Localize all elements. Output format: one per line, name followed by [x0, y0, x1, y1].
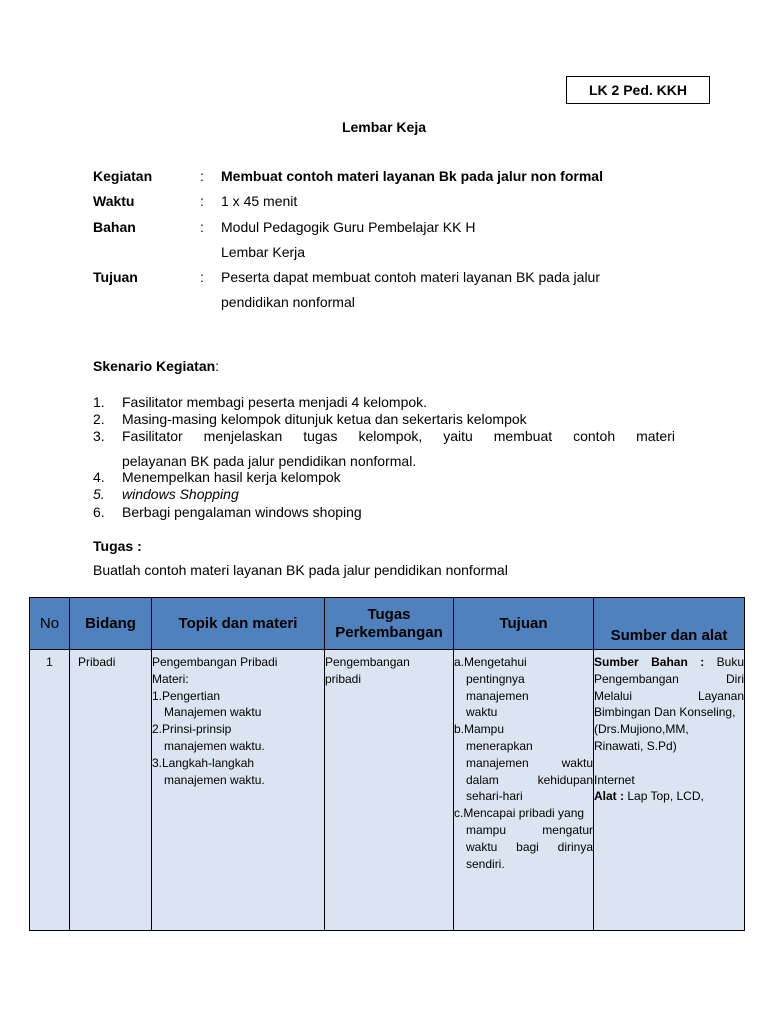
scenario-title: Skenario Kegiatan: [93, 358, 216, 374]
spacer: [594, 755, 744, 772]
tujuan-line: dalam kehidupan: [466, 772, 593, 787]
info-value: Modul Pedagogik Guru Pembelajar KK H: [221, 219, 476, 235]
task-heading: Tugas :: [93, 538, 142, 554]
sumber-line: Pengembangan Diri: [594, 671, 744, 686]
sumber-line: [594, 654, 744, 671]
topik-line: Materi:: [152, 671, 189, 686]
header-tujuan: Tujuan: [454, 598, 594, 650]
table-row: [30, 650, 745, 931]
list-item: [93, 504, 675, 522]
cell-tugas: [325, 650, 454, 931]
table-header-row: [30, 598, 745, 650]
list-item: [93, 486, 675, 504]
list-text: Masing-masing kelompok ditunjuk ketua dan sekertaris kelompok: [122, 411, 527, 427]
info-colon: :: [200, 219, 204, 235]
info-value: Peserta dapat membuat contoh materi layanan BK pada jalur: [221, 269, 601, 285]
list-text: Berbagi pengalaman windows shoping: [122, 504, 362, 520]
info-label: Bahan: [93, 219, 136, 235]
info-label: Tujuan: [93, 269, 138, 285]
topik-line: 1.Pengertian: [152, 688, 221, 703]
scenario-heading: [93, 358, 219, 374]
scenario-colon: :: [215, 358, 220, 374]
list-text: Fasilitator membagi peserta menjadi 4 kelompok.: [122, 394, 428, 410]
sumber-alat-text: Lap Top, LCD,: [627, 789, 704, 804]
sumber-line: Melalui Layanan: [594, 688, 744, 703]
sumber-line: Bimbingan Dan Konseling,: [594, 705, 736, 720]
list-item: [93, 428, 675, 446]
info-row-tujuan-cont: [0, 294, 768, 314]
sumber-alat-label: Alat :: [594, 789, 624, 804]
info-label: Kegiatan: [93, 168, 153, 184]
list-number: 6.: [93, 504, 105, 520]
tujuan-line: pentingnya: [466, 671, 525, 686]
tujuan-line: b.Mampu: [454, 722, 505, 737]
info-value: Membuat contoh materi layanan Bk pada jalur non formal: [221, 168, 603, 184]
list-item: [93, 469, 675, 487]
tujuan-line: waktu bagi dirinya: [466, 839, 593, 854]
sumber-bahan-label: Sumber Bahan :: [594, 655, 705, 669]
tujuan-line: menerapkan: [466, 738, 533, 753]
list-text: Fasilitator menjelaskan tugas kelompok, yaitu membuat contoh materi: [122, 428, 675, 444]
document-title: Lembar Keja: [341, 119, 427, 135]
header-tugas-line2: Perkembangan: [335, 623, 443, 641]
info-colon: :: [200, 269, 204, 285]
cell-tujuan: [454, 650, 594, 931]
sumber-bahan-text: Buku: [716, 655, 744, 669]
topik-line: 3.Langkah-langkah: [152, 755, 255, 770]
list-number: 4.: [93, 469, 105, 485]
header-tugas: [325, 598, 454, 650]
list-number: 1.: [93, 394, 105, 410]
topik-line: manajemen waktu.: [164, 738, 265, 753]
list-number: 3.: [93, 428, 105, 444]
info-label: Waktu: [93, 193, 135, 209]
cell-no: 1: [30, 650, 70, 931]
info-row-bahan-cont: [0, 244, 768, 264]
header-sumber: [594, 598, 745, 650]
info-colon: :: [200, 193, 204, 209]
sumber-line: Rinawati, S.Pd): [594, 738, 677, 753]
info-value: Lembar Kerja: [221, 244, 306, 260]
header-bidang: Bidang: [70, 598, 152, 650]
info-row-waktu: [0, 193, 768, 213]
list-text: Menempelkan hasil kerja kelompok: [122, 469, 341, 485]
info-row-tujuan: [0, 269, 768, 289]
cell-bidang: Pribadi: [70, 650, 152, 931]
document-code-badge: LK 2 Ped. KKH: [566, 76, 710, 104]
cell-topik: [152, 650, 325, 931]
tujuan-line: c.Mencapai pribadi yang: [454, 806, 585, 821]
task-text: Buatlah contoh materi layanan BK pada jalur pendidikan nonformal: [93, 562, 508, 578]
header-topik: Topik dan materi: [152, 598, 325, 650]
list-text: windows Shopping: [122, 486, 239, 502]
header-tugas-line1: Tugas: [367, 605, 411, 623]
tujuan-line: manajemen waktu: [466, 755, 593, 770]
info-colon: :: [200, 168, 204, 184]
info-value: 1 x 45 menit: [221, 193, 298, 209]
tujuan-line: manajemen: [466, 688, 529, 703]
sumber-line: (Drs.Mujiono,MM,: [594, 722, 689, 737]
tugas-line: pribadi: [325, 671, 362, 686]
list-number: 2.: [93, 411, 105, 427]
list-text: pelayanan BK pada jalur pendidikan nonformal.: [122, 453, 417, 469]
info-row-kegiatan: [0, 168, 768, 188]
sumber-line: Internet: [594, 772, 635, 787]
topik-line: manajemen waktu.: [164, 772, 265, 787]
tujuan-line: sehari-hari: [466, 789, 523, 804]
cell-sumber: [594, 650, 745, 931]
list-item: [93, 411, 675, 429]
list-item: [93, 394, 675, 412]
sumber-line: [594, 788, 744, 805]
topik-line: Manajemen waktu: [164, 705, 262, 720]
info-row-bahan: [0, 219, 768, 239]
tujuan-line: waktu: [466, 705, 498, 720]
tujuan-line: sendiri.: [466, 856, 505, 871]
topik-line: 2.Prinsi-prinsip: [152, 722, 232, 737]
list-number: 5.: [93, 486, 105, 502]
header-sumber-label: Sumber dan alat: [610, 627, 728, 644]
tujuan-line: mampu mengatur: [466, 822, 593, 837]
tujuan-line: a.Mengetahui: [454, 655, 527, 669]
tugas-line: Pengembangan: [325, 655, 410, 669]
info-value: pendidikan nonformal: [221, 294, 355, 310]
topik-line: Pengembangan Pribadi: [152, 655, 278, 669]
header-no: No: [30, 598, 70, 650]
task-table: [29, 597, 745, 931]
